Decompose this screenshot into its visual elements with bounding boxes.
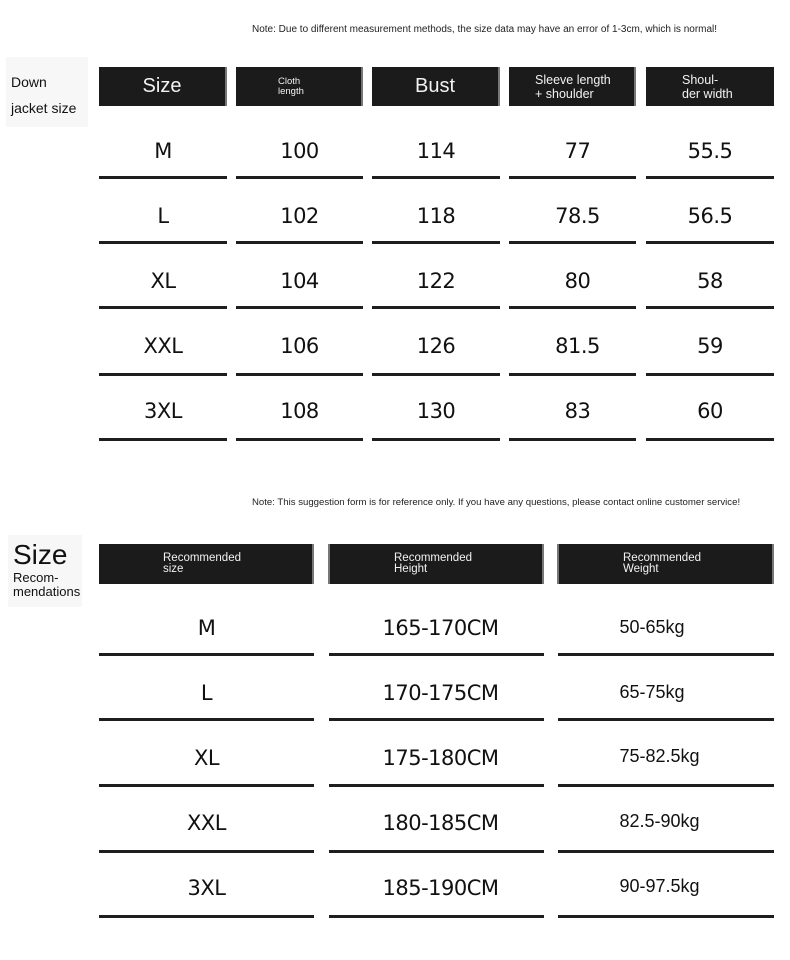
row-divider bbox=[99, 306, 227, 309]
row-divider bbox=[329, 784, 544, 787]
cell-rec-weight: 65-75kg bbox=[619, 682, 685, 702]
cell-rec-size: M bbox=[197, 616, 216, 640]
row-divider bbox=[372, 373, 500, 376]
cell-rec-height: 170-175CM bbox=[382, 681, 499, 705]
side-label-line2: jacket size bbox=[11, 100, 77, 116]
down-jacket-size-label bbox=[6, 57, 88, 127]
row-divider bbox=[372, 306, 500, 309]
cell-sleeve: 83 bbox=[564, 399, 591, 423]
row-divider bbox=[329, 718, 544, 721]
note-measurement-error: Note: Due to different measurement methods, the size data may have an error of 1-3cm, which is normal! bbox=[252, 24, 718, 35]
cell-bust: 130 bbox=[416, 399, 456, 423]
row-divider bbox=[236, 241, 363, 244]
row-divider bbox=[99, 241, 227, 244]
row-divider bbox=[372, 438, 500, 441]
cell-bust: 114 bbox=[416, 139, 456, 163]
row-divider bbox=[509, 373, 636, 376]
cell-sleeve: 80 bbox=[564, 269, 591, 293]
row-divider bbox=[99, 784, 314, 787]
row-divider bbox=[509, 241, 636, 244]
cell-rec-height: 165-170CM bbox=[382, 616, 499, 640]
row-divider bbox=[329, 653, 544, 656]
row-divider bbox=[372, 241, 500, 244]
cell-cloth-length: 102 bbox=[280, 204, 319, 228]
cell-rec-size: 3XL bbox=[187, 876, 226, 900]
cell-rec-weight: 50-65kg bbox=[619, 617, 685, 637]
cell-bust: 118 bbox=[416, 204, 456, 228]
row-divider bbox=[236, 373, 363, 376]
cell-cloth-length: 106 bbox=[280, 334, 319, 358]
cell-rec-size: XXL bbox=[187, 811, 226, 835]
row-divider bbox=[99, 176, 227, 179]
cell-rec-height: 185-190CM bbox=[382, 876, 499, 900]
row-divider bbox=[646, 176, 774, 179]
cell-size: 3XL bbox=[144, 399, 182, 423]
cell-size: L bbox=[157, 204, 169, 228]
header-size: Size bbox=[99, 67, 227, 106]
side-label-line1: Down bbox=[11, 74, 47, 90]
row-divider bbox=[558, 718, 774, 721]
row-divider bbox=[99, 915, 314, 918]
cell-sleeve: 81.5 bbox=[555, 334, 600, 358]
cell-size: XXL bbox=[143, 334, 183, 358]
header-bust: Bust bbox=[372, 67, 500, 106]
cell-shoulder: 59 bbox=[697, 334, 723, 358]
header-sleeve-length: Sleeve length + shoulder bbox=[509, 67, 636, 106]
cell-sleeve: 78.5 bbox=[555, 204, 600, 228]
row-divider bbox=[329, 850, 544, 853]
cell-rec-size: XL bbox=[193, 746, 220, 770]
row-divider bbox=[329, 915, 544, 918]
cell-rec-size: L bbox=[200, 681, 213, 705]
header-recommended-weight: Recommended Weight bbox=[557, 544, 774, 584]
row-divider bbox=[558, 784, 774, 787]
row-divider bbox=[509, 306, 636, 309]
cell-rec-height: 180-185CM bbox=[382, 811, 499, 835]
side-label-line1: Recom- bbox=[13, 570, 59, 585]
note-reference-only: Note: This suggestion form is for reference only. If you have any questions, please contact online customer service! bbox=[252, 497, 741, 508]
cell-bust: 126 bbox=[416, 334, 456, 358]
cell-cloth-length: 104 bbox=[280, 269, 319, 293]
side-label-line2: mendations bbox=[13, 584, 81, 599]
row-divider bbox=[509, 176, 636, 179]
cell-size: M bbox=[154, 139, 172, 163]
row-divider bbox=[372, 176, 500, 179]
header-shoulder-width: Shoul- der width bbox=[646, 67, 774, 106]
cell-sleeve: 77 bbox=[564, 139, 591, 163]
row-divider bbox=[236, 176, 363, 179]
row-divider bbox=[646, 241, 774, 244]
row-divider bbox=[558, 915, 774, 918]
cell-rec-weight: 90-97.5kg bbox=[619, 876, 700, 896]
cell-shoulder: 55.5 bbox=[687, 139, 733, 163]
header-recommended-size: Recommended size bbox=[99, 544, 314, 584]
header-recommended-height: Recommended Height bbox=[328, 544, 544, 584]
cell-shoulder: 58 bbox=[697, 269, 723, 293]
row-divider bbox=[99, 653, 314, 656]
row-divider bbox=[99, 850, 314, 853]
row-divider bbox=[99, 373, 227, 376]
row-divider bbox=[558, 850, 774, 853]
row-divider bbox=[99, 438, 227, 441]
side-label-big: Size bbox=[13, 539, 68, 570]
cell-rec-height: 175-180CM bbox=[382, 746, 499, 770]
cell-rec-weight: 75-82.5kg bbox=[619, 746, 700, 766]
cell-bust: 122 bbox=[416, 269, 456, 293]
cell-rec-weight: 82.5-90kg bbox=[619, 811, 700, 831]
row-divider bbox=[236, 306, 363, 309]
cell-shoulder: 56.5 bbox=[687, 204, 733, 228]
row-divider bbox=[99, 718, 314, 721]
cell-shoulder: 60 bbox=[697, 399, 723, 423]
header-cloth-length: Cloth length bbox=[236, 67, 363, 106]
row-divider bbox=[646, 438, 774, 441]
cell-size: XL bbox=[150, 269, 176, 293]
cell-cloth-length: 108 bbox=[280, 399, 319, 423]
size-recommendations-label bbox=[8, 535, 82, 607]
row-divider bbox=[646, 373, 774, 376]
row-divider bbox=[558, 653, 774, 656]
row-divider bbox=[646, 306, 774, 309]
row-divider bbox=[509, 438, 636, 441]
row-divider bbox=[236, 438, 363, 441]
cell-cloth-length: 100 bbox=[280, 139, 319, 163]
